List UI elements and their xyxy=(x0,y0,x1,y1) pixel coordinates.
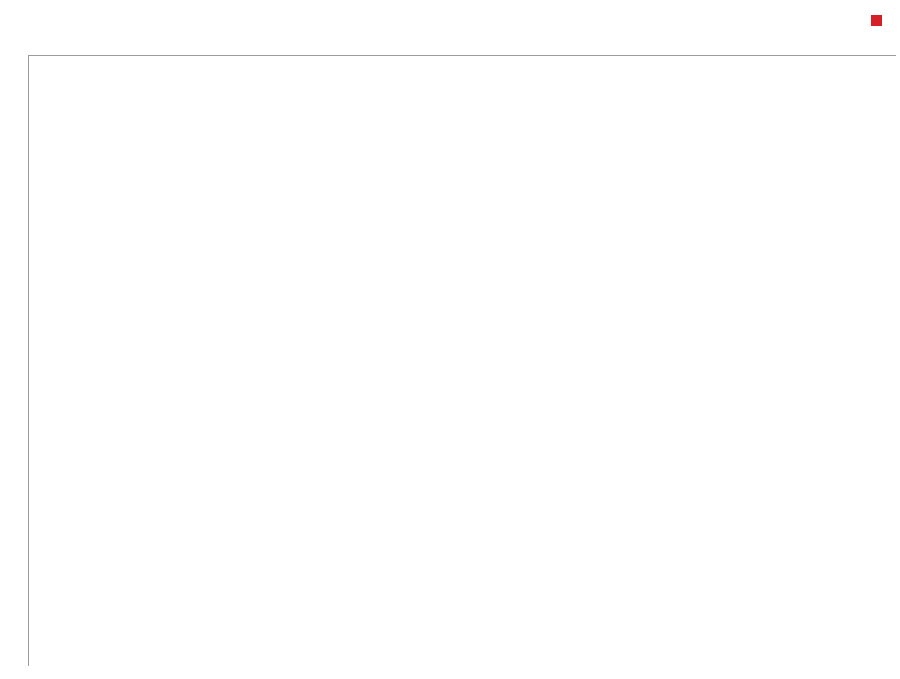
title-bullet xyxy=(871,15,882,26)
table-frame xyxy=(28,55,896,666)
